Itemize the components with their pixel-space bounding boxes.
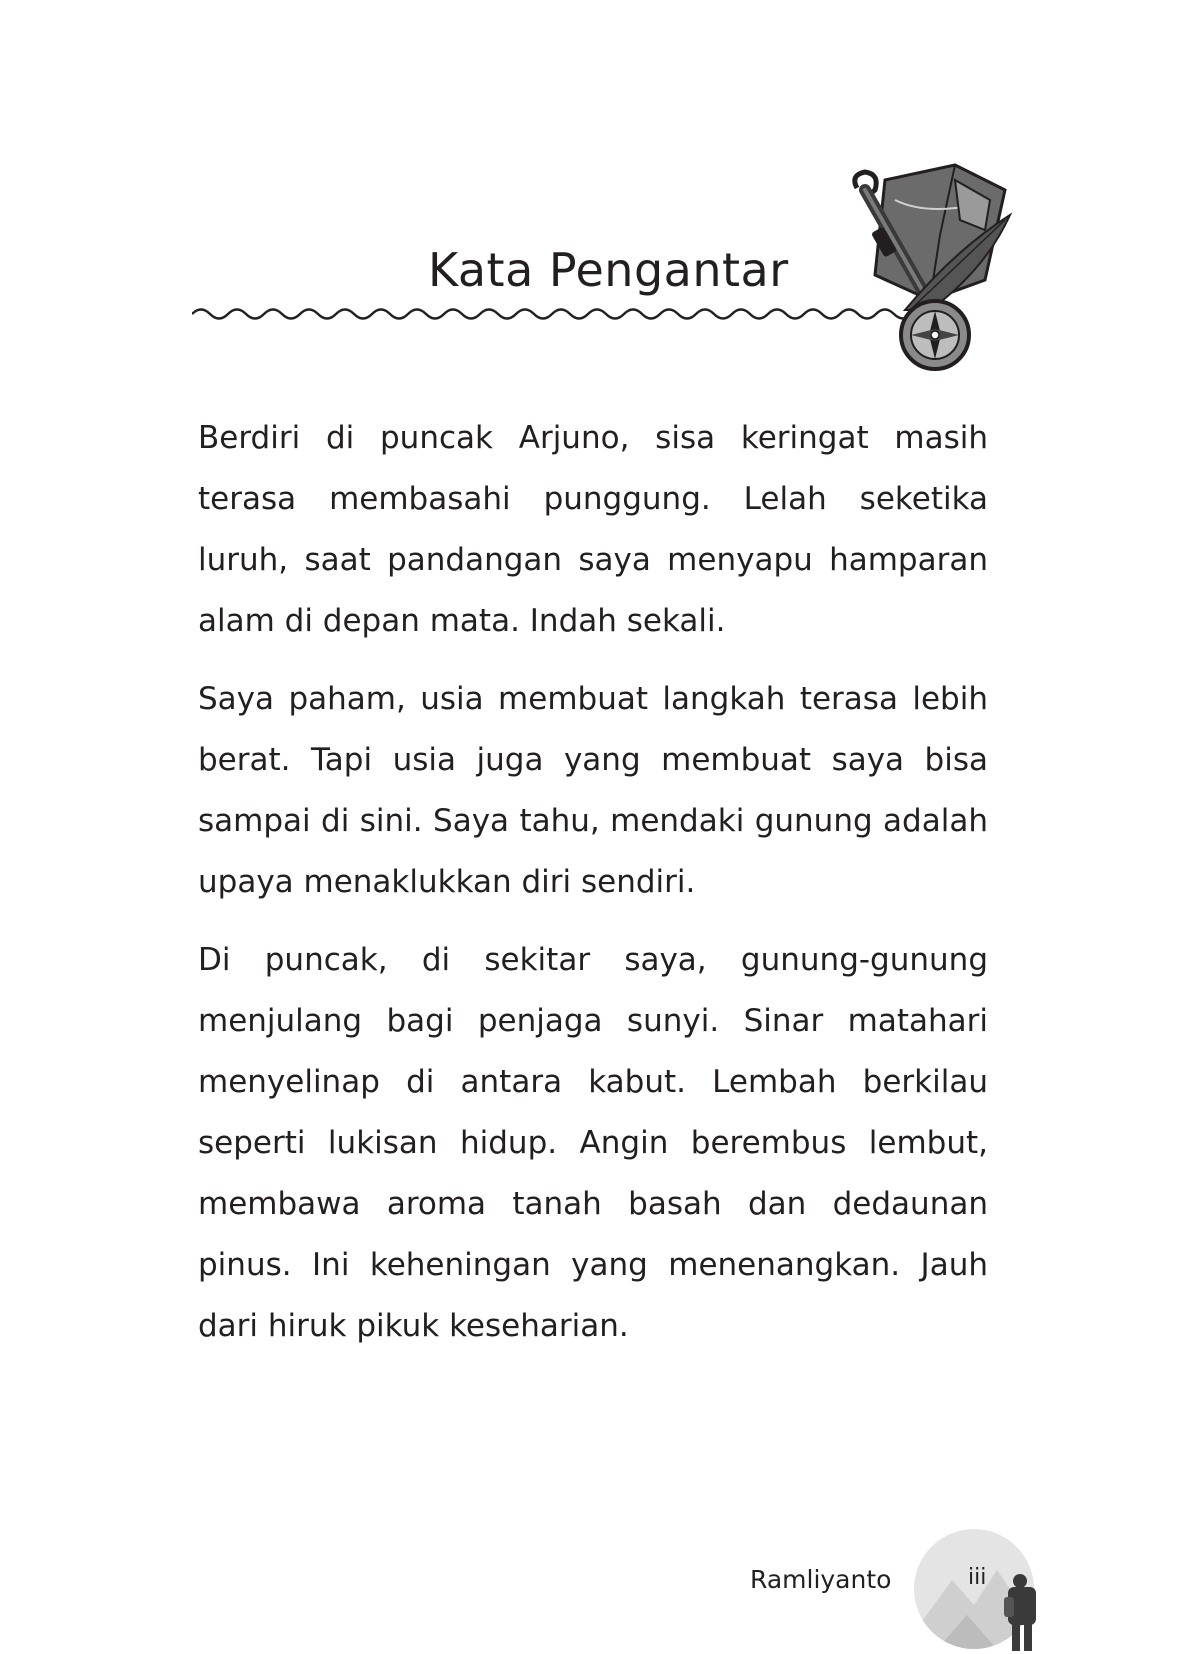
preface-body bbox=[198, 408, 988, 1374]
footer-author: Ramliyanto bbox=[750, 1565, 892, 1594]
paragraph: Di puncak, di sekitar saya, gunung-gunung menjulang bagi penjaga sunyi. Sinar matahari menyelinap di antara kabut. Lembah berkilau seperti lukisan hidup. Angin berembus lembut, membawa aroma tanah basah dan dedaunan pinus. Ini keheningan yang menenangkan. Jauh dari hiruk pikuk keseharian. bbox=[198, 942, 988, 1344]
hiking-gear-illustration bbox=[835, 160, 1015, 375]
compass-icon bbox=[901, 301, 969, 369]
wavy-divider bbox=[192, 302, 912, 326]
page-number: iii bbox=[968, 1565, 987, 1590]
paragraph: Berdiri di puncak Arjuno, sisa keringat masih terasa membasahi punggung. Lelah seketika luruh, saat pandangan saya menyapu hamparan alam di depan mata. Indah sekali. bbox=[198, 420, 988, 639]
paragraph: Saya paham, usia membuat langkah terasa lebih berat. Tapi usia juga yang membuat saya bisa sampai di sini. Saya tahu, mendaki gunung adalah upaya menaklukkan diri sendiri. bbox=[198, 681, 988, 900]
chapter-title: Kata Pengantar bbox=[428, 243, 789, 297]
